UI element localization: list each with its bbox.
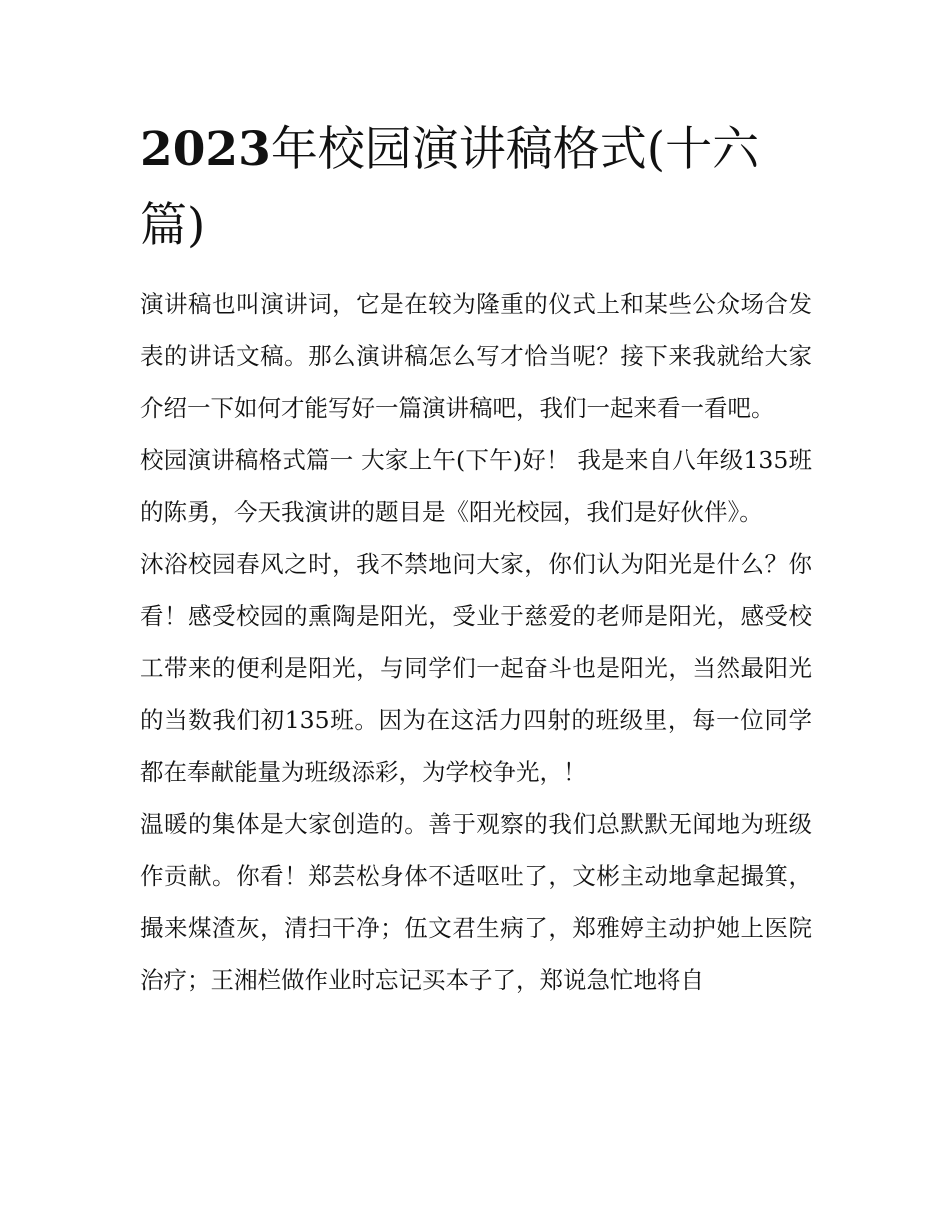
body-paragraph: 沐浴校园春风之时，我不禁地问大家，你们认为阳光是什么？你看！感受校园的熏陶是阳光，受业于慈爱的老师是阳光，感受校工带来的便利是阳光，与同学们一起奋斗也是阳光，当然最阳光的当数我们初135班。因为在这活力四射的班级里，每一位同学都在奉献能量为班级添彩，为学校争光，！: [140, 550, 812, 786]
body-paragraph: 校园演讲稿格式篇一 大家上午(下午)好！ 我是来自八年级135班的陈勇，今天我演讲的题目是《阳光校园，我们是好伙伴》。: [140, 446, 812, 526]
title-year: 2023: [140, 122, 271, 177]
intro-paragraph: 演讲稿也叫演讲词，它是在较为隆重的仪式上和某些公众场合发表的讲话文稿。那么演讲稿怎么写才恰当呢？接下来我就给大家介绍一下如何才能写好一篇演讲稿吧，我们一起来看一看吧。: [140, 290, 812, 422]
document-page: [140, 112, 812, 1006]
body-paragraph: 温暖的集体是大家创造的。善于观察的我们总默默无闻地为班级作贡献。你看！郑芸松身体不适呕吐了，文彬主动地拿起撮箕，撮来煤渣灰，清扫干净；伍文君生病了，郑雅婷主动护她上医院治疗；王湘栏做作业时忘记买本子了，郑说急忙地将自: [140, 810, 812, 994]
document-title: [140, 112, 812, 264]
title-text: 年校园演讲稿格式(十六篇): [140, 122, 760, 253]
